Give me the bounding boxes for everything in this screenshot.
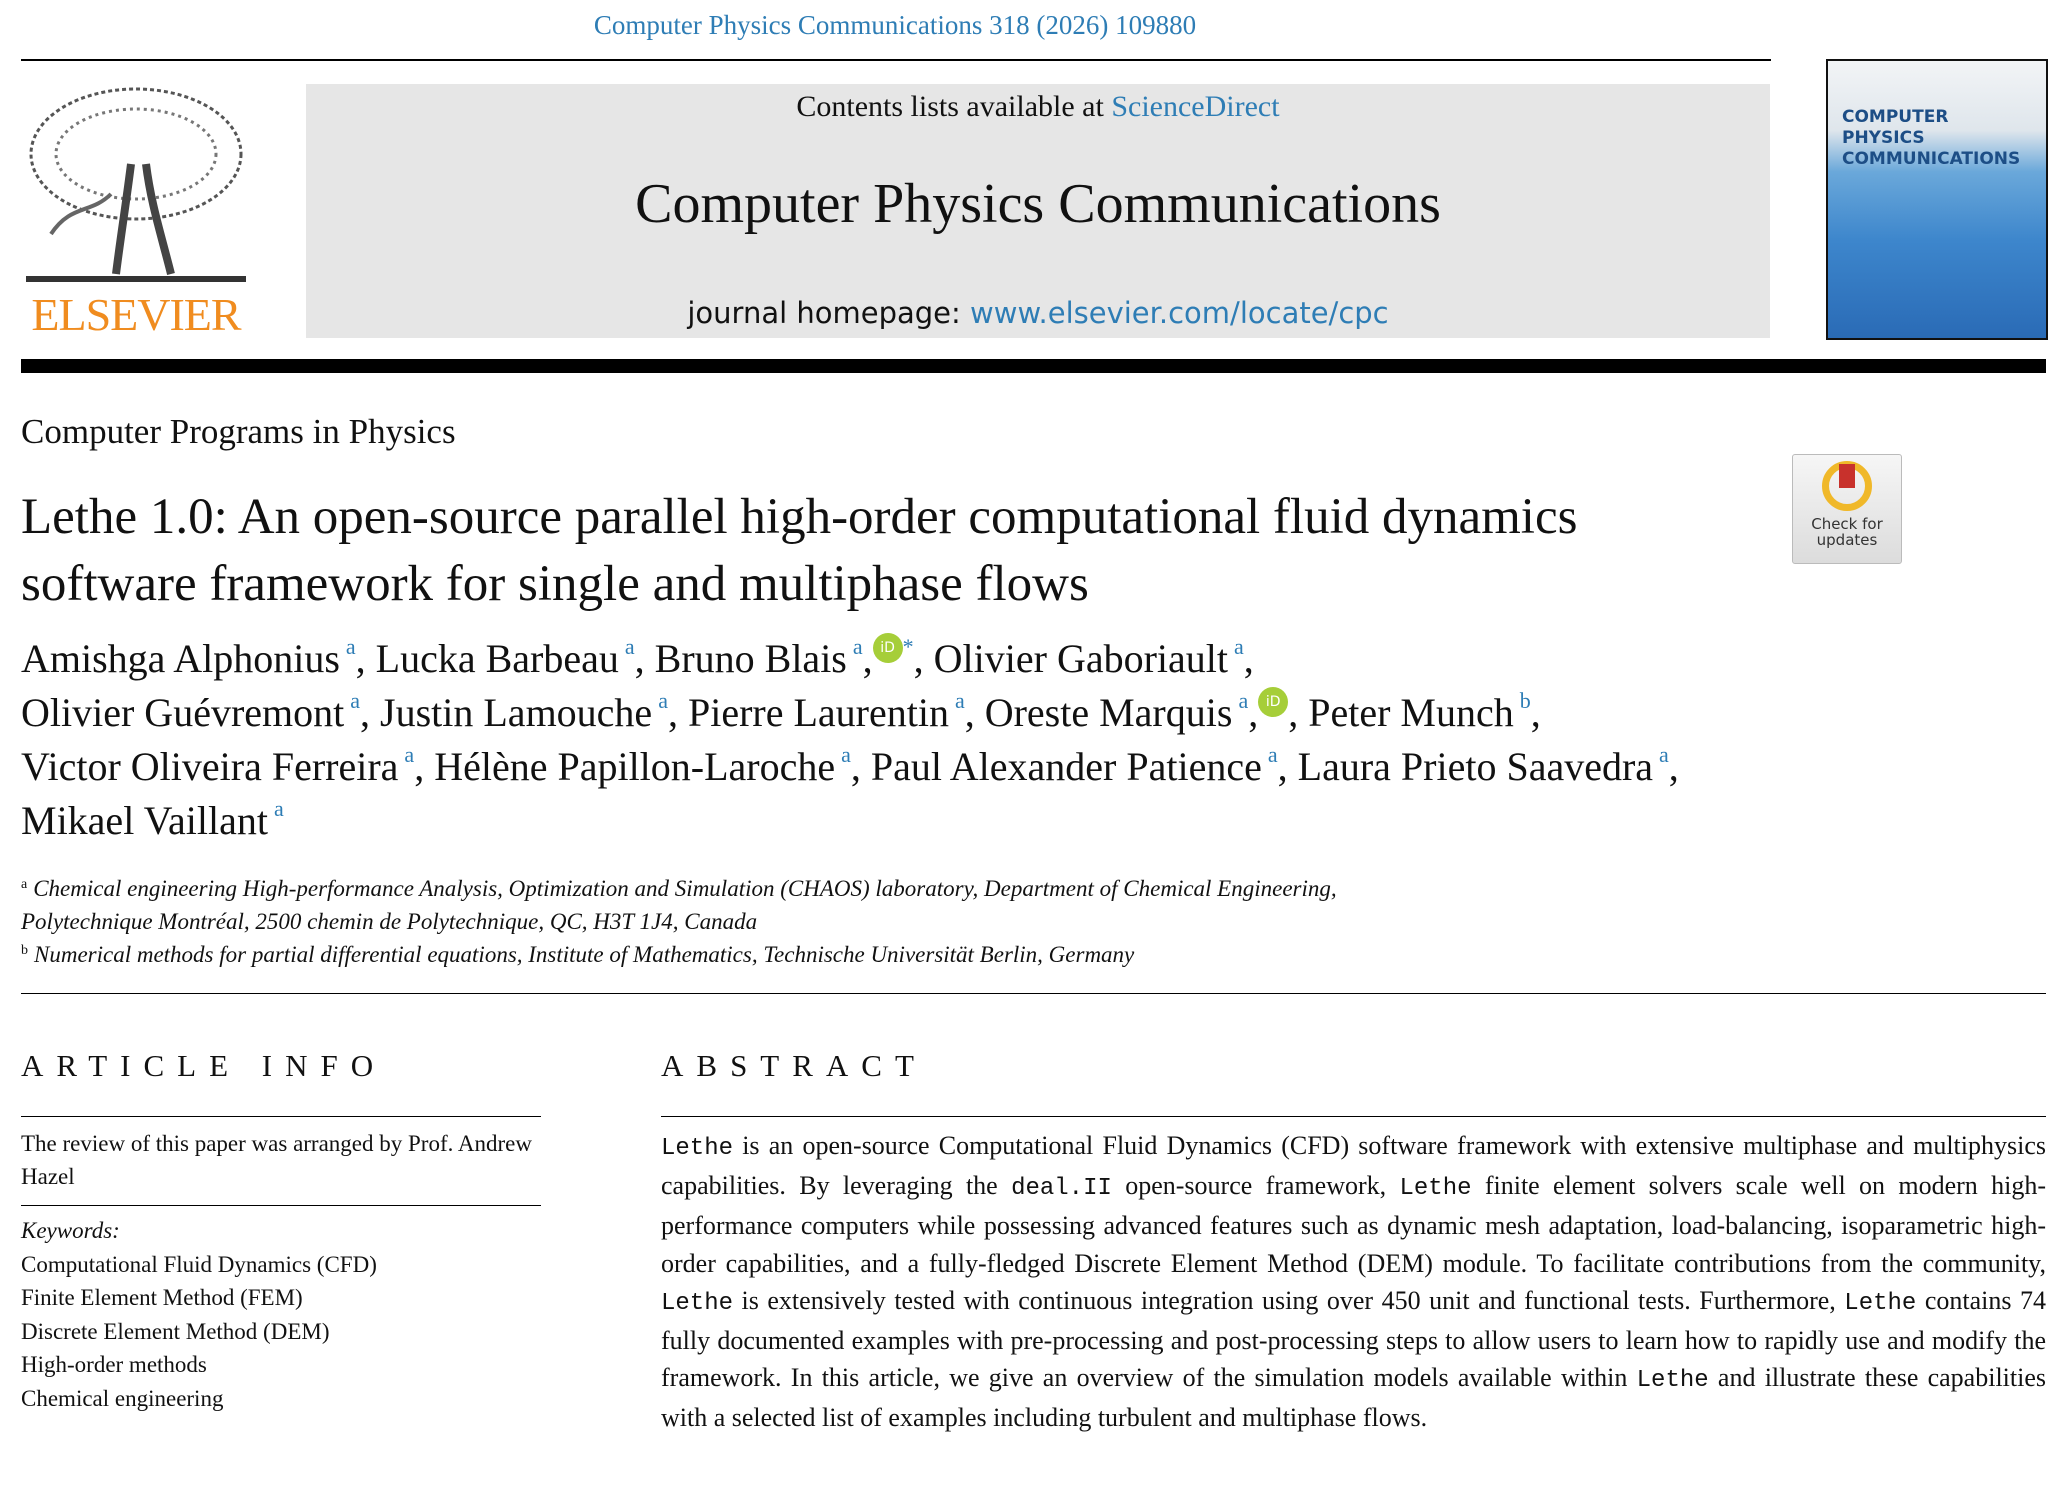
author[interactable]: Victor Oliveira Ferreira <box>21 744 399 789</box>
review-note: The review of this paper was arranged by Prof. Andrew Hazel <box>21 1131 532 1189</box>
code-term: Lethe <box>661 1135 734 1162</box>
affiliation-marker[interactable]: a <box>1267 742 1278 767</box>
code-term: Lethe <box>1636 1367 1709 1395</box>
abstract-segment: contains 74 fully documented examples with pre-processing and post-processing steps to allow users to learn how to rapidly use and modify the framework. In this article, we give an overview of the simulation models available within <box>661 1285 2046 1393</box>
affiliation-marker[interactable]: a <box>841 742 851 767</box>
author[interactable]: Oreste Marquis <box>984 690 1233 735</box>
affiliation-marker[interactable]: a <box>658 688 668 713</box>
affiliation-marker[interactable]: a <box>852 634 863 659</box>
affiliation-text: Chemical engineering High-performance Analysis, Optimization and Simulation (CHAOS) laboratory, Department of Chemical Engineering, Polytechnique Montréal, 2500 chemin de Polytechnique, QC, H3T 1J4, Canada <box>21 876 1337 934</box>
homepage-link[interactable]: www.elsevier.com/locate/cpc <box>970 296 1389 330</box>
divider <box>661 1116 2046 1117</box>
keyword: Finite Element Method (FEM) <box>21 1285 303 1310</box>
keywords <box>21 1214 541 1415</box>
divider <box>21 993 2046 994</box>
article-title: Lethe 1.0: An open-source parallel high-order computational fluid dynamics software framework for single and multiphase flows <box>21 489 1578 612</box>
author[interactable]: Hélène Papillon-Laroche <box>434 744 836 789</box>
affiliation-label: a <box>21 877 28 892</box>
author[interactable]: Bruno Blais <box>654 636 847 681</box>
abstract-segment: open-source framework, <box>1111 1171 1400 1201</box>
article-info-heading: ARTICLE INFO <box>21 1048 387 1083</box>
sciencedirect-link[interactable]: ScienceDirect <box>1111 90 1280 123</box>
keyword: Chemical engineering <box>21 1385 224 1411</box>
divider <box>21 1116 541 1117</box>
abstract-segment: is extensively tested with continuous integration using over 450 unit and functional tests. Furthermore, <box>733 1285 1845 1315</box>
homepage-prefix: journal homepage: <box>687 296 971 330</box>
affiliation-marker[interactable]: a <box>624 634 635 659</box>
author[interactable]: Mikael Vaillant <box>21 798 268 843</box>
tree-logo-icon <box>21 84 251 284</box>
affiliation-marker[interactable]: a <box>345 634 356 659</box>
elsevier-logo[interactable] <box>21 84 251 342</box>
code-term: Lethe <box>661 1289 734 1317</box>
corresponding-author-marker[interactable]: * <box>902 634 914 659</box>
abstract-segment: finite element solvers scale well on modern high-performance computers while possessing advanced features such as dynamic mesh adaptation, load-balancing, isoparametric high-order capabilities, and a fully-fledged Discrete Element Method (DEM) module. To facilitate contributions from the community, <box>661 1171 2047 1278</box>
affiliation-marker[interactable]: b <box>1519 688 1531 713</box>
journal-banner <box>306 84 1770 338</box>
affiliation-text: Numerical methods for partial differential equations, Institute of Mathematics, Technische Universität Berlin, Germany <box>34 942 1135 967</box>
journal-name: Computer Physics Communications <box>635 173 1441 235</box>
homepage-line <box>306 296 1770 330</box>
author[interactable]: Paul Alexander Patience <box>870 744 1262 789</box>
keyword: High-order methods <box>21 1352 207 1377</box>
affiliation-marker[interactable]: a <box>954 688 965 713</box>
author[interactable]: Lucka Barbeau <box>375 636 619 681</box>
affiliation-marker[interactable]: a <box>274 796 284 821</box>
affiliation <box>21 938 1781 971</box>
affiliation <box>21 872 1381 938</box>
affiliation-marker[interactable]: a <box>1234 634 1244 659</box>
affiliation-label: b <box>21 943 28 958</box>
abstract-segment: is an open-source Computational Fluid Dynamics (CFD) software framework with extensive multiphase and multiphysics capabilities. By leveraging the <box>661 1131 2046 1201</box>
article-front-matter <box>21 412 2046 1437</box>
author[interactable]: Olivier Guévremont <box>21 690 345 735</box>
keywords-label: Keywords: <box>21 1218 120 1243</box>
article-info-column <box>21 1048 541 1437</box>
abstract-text <box>661 1127 2046 1437</box>
abstract-column <box>661 1048 2046 1437</box>
check-updates-label: Check for updates <box>1811 515 1883 549</box>
article-section: Computer Programs in Physics <box>21 412 456 451</box>
affiliation-marker[interactable]: a <box>1238 688 1249 713</box>
code-term: Lethe <box>1844 1289 1917 1317</box>
affiliations <box>21 872 1781 971</box>
author[interactable]: Justin Lamouche <box>380 690 653 735</box>
abstract-segment: and illustrate these capabilities with a selected list of examples including turbulent and multiphase flows. <box>661 1363 2046 1433</box>
contents-line <box>306 90 1770 124</box>
author[interactable]: Amishga Alphonius <box>21 636 340 681</box>
author[interactable]: Pierre Laurentin <box>687 690 949 735</box>
author[interactable]: Laura Prieto Saavedra <box>1297 744 1654 789</box>
thick-divider <box>21 359 2046 373</box>
affiliation-marker[interactable]: a <box>1659 742 1669 767</box>
contents-prefix: Contents lists available at <box>796 90 1112 123</box>
journal-cover-image[interactable] <box>1826 59 2048 340</box>
article-body-top <box>21 1048 2046 1437</box>
author-list: Amishga Alphonius $^a$, Lucka Barbeau $^a$, Bruno Blais $^a$, iD *, Olivier Gaboriault $^a$, Olivier Guévremont $^a$, Justin Lamouche $^a$, Pierre Laurentin $^a$, Oreste Marquis $^a$, iD , Peter Munch $^b$, Victor Oliveira Ferreira $^a$, Hélène Papillon-Laroche $^a$, Paul Alexander Patience $^a$, Laura Prieto Saavedra $^a$, Mikael Vaillant $^a$ <box>21 634 1679 843</box>
author[interactable]: Olivier Gaboriault <box>933 636 1228 681</box>
keyword: Discrete Element Method (DEM) <box>21 1318 330 1344</box>
orcid-icon[interactable]: iD <box>873 633 903 663</box>
journal-citation-link[interactable]: Computer Physics Communications 318 (2026) 109880 <box>593 10 1197 40</box>
elsevier-wordmark: ELSEVIER <box>31 289 241 340</box>
abstract-heading: ABSTRACT <box>661 1048 927 1083</box>
divider <box>21 1205 541 1206</box>
code-term: Lethe <box>1399 1175 1472 1203</box>
affiliation-marker[interactable]: a <box>404 742 415 767</box>
divider <box>21 59 1771 61</box>
orcid-icon[interactable]: iD <box>1258 687 1288 717</box>
cover-title: COMPUTER PHYSICS COMMUNICATIONS <box>1842 107 2021 169</box>
keyword: Computational Fluid Dynamics (CFD) <box>21 1251 377 1277</box>
affiliation-marker[interactable]: a <box>350 688 361 713</box>
author[interactable]: Peter Munch <box>1308 690 1514 735</box>
code-term: deal.II <box>1011 1175 1112 1203</box>
